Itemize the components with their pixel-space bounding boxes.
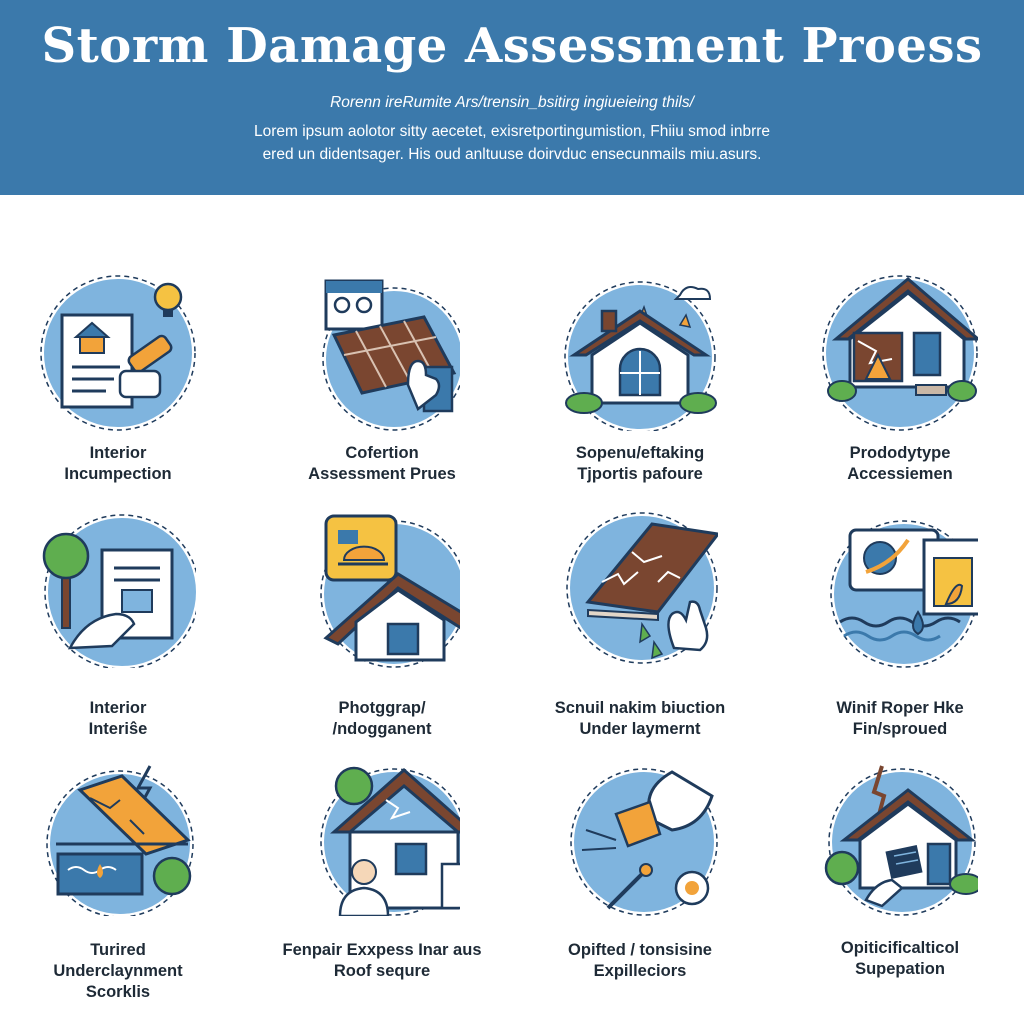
description-line-1: Lorem ipsum aolotor sitty aecetet, exisretportingumistion, Fhiiu smod inbrre [253, 123, 771, 140]
process-card-label: Opifted / tonsisine Expilleciors [568, 941, 712, 980]
hand-sealing-icon [562, 760, 718, 916]
repair-house-icon [304, 760, 460, 916]
process-grid [0, 230, 1024, 1024]
process-card-label: Opiticificalticol Supepation [840, 939, 960, 978]
page-description [150, 120, 874, 166]
process-card-label: Scnuil nakim biuction Under laymernt [554, 699, 726, 738]
header-banner [0, 0, 1024, 195]
process-card-label: Cofertion Assessment Prues [308, 444, 456, 483]
process-card-label: Fenpair Exxpess Inar aus Roof sequre [282, 941, 482, 980]
process-card-label: Photggrap/ /ndogganent [332, 699, 432, 738]
roof-tiles-hand-icon [304, 275, 460, 431]
cracked-shingles-icon [562, 512, 718, 668]
photo-house-icon [304, 512, 460, 668]
process-card-label: Turired Underclaynment Scorklis [53, 941, 183, 1001]
water-damage-icon [822, 512, 978, 668]
house-storm-icon [562, 275, 718, 431]
page-title: Storm Damage Assessment Proess [41, 18, 983, 74]
description-line-2: ered un didentsager. His oud anltuuse doirvduc ensecunmails miu.asurs. [262, 146, 762, 163]
solar-house-icon [822, 760, 978, 916]
process-card-label: Sopenu/eftaking Tjportis pafoure [575, 444, 705, 483]
document-inspection-icon [40, 275, 196, 431]
damaged-house-icon [822, 275, 978, 431]
process-card-label: Winif Roper Hke Fin/sproued [836, 699, 964, 738]
page-subtitle: Rorenn ireRumite Ars/trensin_bsitirg ingiueieing thils/ [330, 94, 694, 111]
lightning-underlayment-icon [40, 760, 196, 916]
process-card-label: Prododytype Accessiemen [847, 444, 953, 483]
process-card-label: Interior Incumpection [64, 444, 172, 483]
tree-document-icon [40, 512, 196, 668]
process-card-label: Interior Interiŝe [88, 699, 148, 738]
